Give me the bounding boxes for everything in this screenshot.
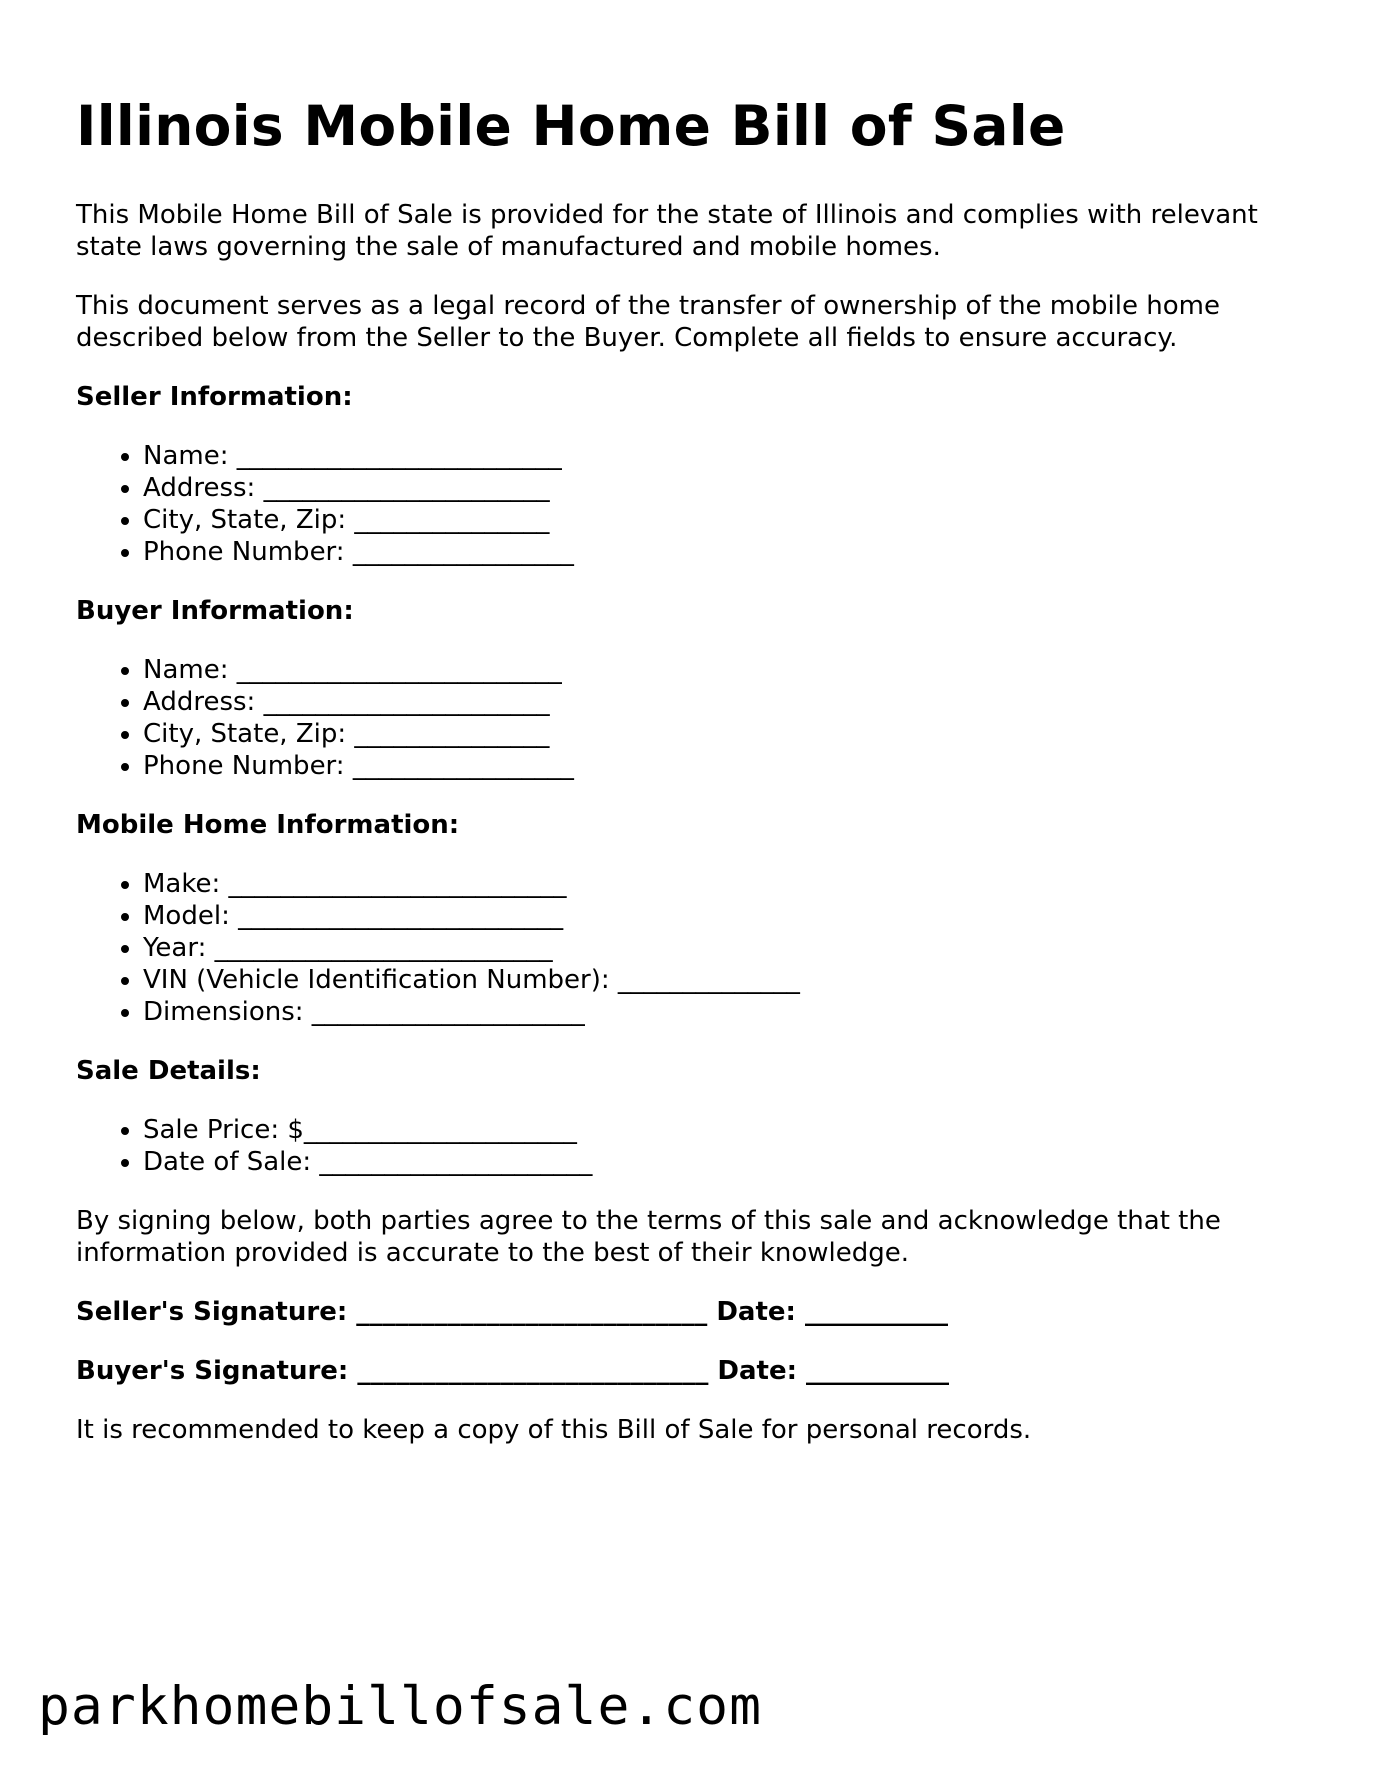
model-field[interactable]: • Model: _________________________ [143,900,1316,932]
buyer-address-field[interactable]: • Address: ______________________ [143,686,1316,718]
buyer-city-state-zip-field[interactable]: • City, State, Zip: _______________ [143,718,1316,750]
document-title: Illinois Mobile Home Bill of Sale [76,94,1066,158]
seller-phone-field[interactable]: • Phone Number: _________________ [143,536,1316,568]
mobile-home-list [76,868,1316,1028]
seller-heading: Seller Information: [76,382,353,413]
sale-details-heading: Sale Details: [76,1056,261,1087]
buyer-phone-field[interactable]: • Phone Number: _________________ [143,750,1316,782]
intro-paragraph: This document serves as a legal record of the transfer of ownership of the mobile home described below from the Seller to the Buyer. Complete all fields to ensure accuracy. [76,291,1220,354]
sale-details-list [76,1114,1316,1178]
closing-note: It is recommended to keep a copy of this Bill of Sale for personal records. [76,1415,1032,1446]
vin-field[interactable]: • VIN (Vehicle Identification Number): ______________ [143,964,1316,996]
sale-price-field[interactable]: • Sale Price: $_____________________ [143,1114,1316,1146]
buyer-list [76,654,1316,782]
buyer-heading: Buyer Information: [76,596,354,627]
seller-list [76,440,1316,568]
make-field[interactable]: • Make: __________________________ [143,868,1316,900]
buyer-name-field[interactable]: • Name: _________________________ [143,654,1316,686]
seller-signature-line[interactable]: Seller's Signature: ___________________________ Date: ___________ [76,1297,948,1328]
seller-city-state-zip-field[interactable]: • City, State, Zip: _______________ [143,504,1316,536]
year-field[interactable]: • Year: __________________________ [143,932,1316,964]
dimensions-field[interactable]: • Dimensions: _____________________ [143,996,1316,1028]
mobile-home-heading: Mobile Home Information: [76,810,460,841]
seller-name-field[interactable]: • Name: _________________________ [143,440,1316,472]
agreement-paragraph: By signing below, both parties agree to the terms of this sale and acknowledge that the information provided is accurate to the best of their knowledge. [76,1206,1221,1269]
intro-paragraph: This Mobile Home Bill of Sale is provided for the state of Illinois and complies with relevant state laws governing the sale of manufactured and mobile homes. [76,200,1258,263]
buyer-signature-line[interactable]: Buyer's Signature: ___________________________ Date: ___________ [76,1356,950,1387]
footer-watermark: parkhomebillofsale.com [38,1676,762,1737]
seller-address-field[interactable]: • Address: ______________________ [143,472,1316,504]
document-page [76,95,1316,1473]
date-of-sale-field[interactable]: • Date of Sale: _____________________ [143,1146,1316,1178]
